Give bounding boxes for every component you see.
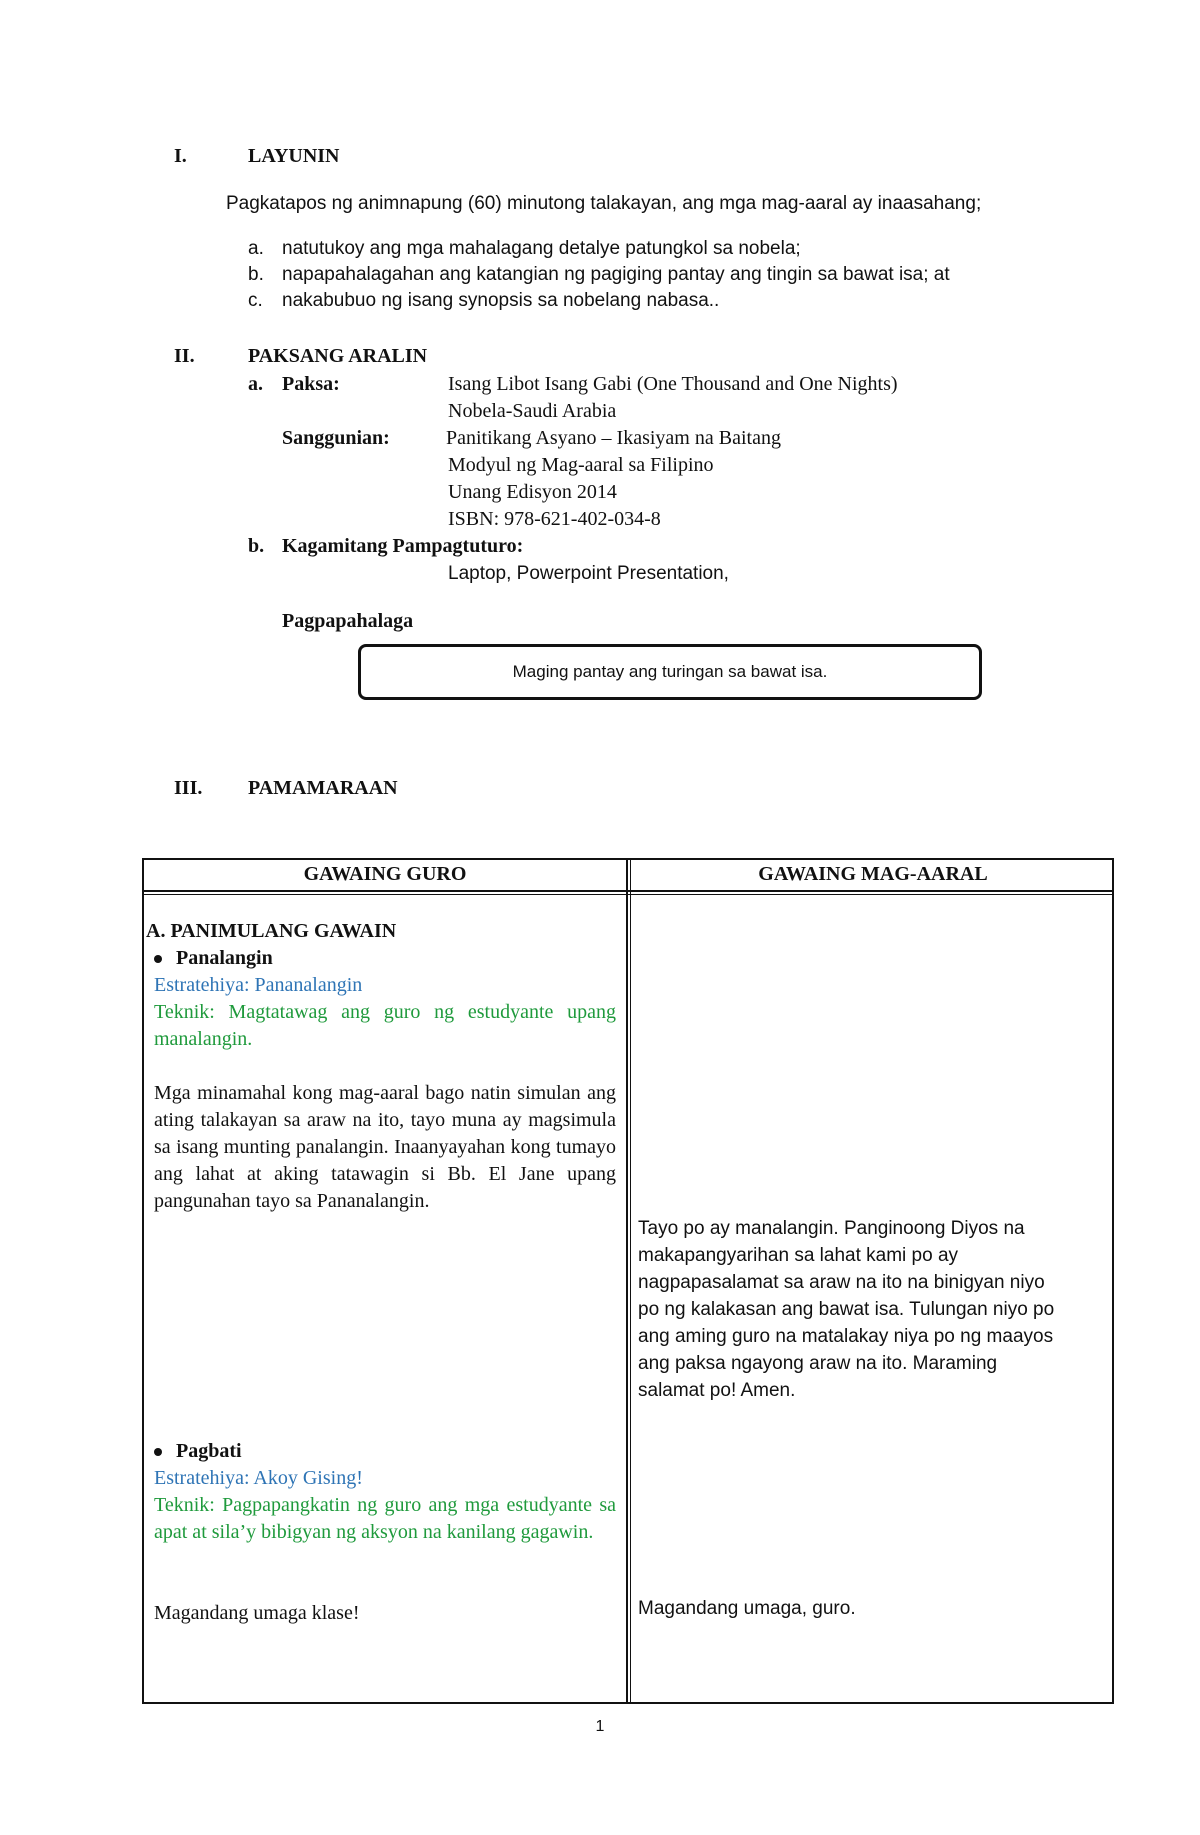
objective-intro: Pagkatapos ng animnapung (60) minutong talakayan, ang mga mag-aaral ay inaasahang; <box>226 193 982 214</box>
header-divider <box>144 890 1112 892</box>
paksa-line-2: Nobela-Saudi Arabia <box>448 400 617 422</box>
bullet-pagbati-label: Pagbati <box>176 1440 242 1462</box>
objective-item-b: napapahalagahan ang katangian ng pagiging pantay ang tingin sa bawat isa; at <box>282 264 950 285</box>
column-divider-double <box>630 860 631 1702</box>
section-3-numeral: III. <box>174 777 203 799</box>
column-divider <box>626 860 628 1702</box>
pagpapahalaga-label: Pagpapahalaga <box>282 610 414 632</box>
kagamitan-label: Kagamitang Pampagtuturo: <box>282 535 524 557</box>
bullet-pagbati <box>154 1438 242 1465</box>
bullet-dot-icon <box>154 1448 162 1456</box>
pagbati-estratehiya: Estratehiya: Akoy Gising! <box>154 1467 363 1489</box>
section-1-title: LAYUNIN <box>248 145 340 167</box>
section-3-title: PAMAMARAAN <box>248 777 398 799</box>
pagbati-speech: Magandang umaga klase! <box>154 1602 360 1624</box>
panalangin-teknik: Teknik: Magtatawag ang guro ng estudyante upang manalangin. <box>154 1001 616 1050</box>
panalangin-estratehiya: Estratehiya: Pananalangin <box>154 974 363 996</box>
pamamaraan-table <box>142 858 1114 1704</box>
panalangin-response: Tayo po ay manalangin. Panginoong Diyos na makapangyarihan sa lahat kami po ay nagpapasalamat sa araw na ito na binigyan niyo po ng kalakasan ang bawat isa. Tulungan niyo po ang aming guro na matalakay niya po ng maayos ang paksa ngayong araw na ito. Maraming salamat po! Amen. <box>638 1218 1055 1401</box>
sanggunian-line-4: ISBN: 978-621-402-034-8 <box>448 508 661 530</box>
objective-item-a: natutukoy ang mga mahalagang detalye patungkol sa nobela; <box>282 238 801 259</box>
pagpapahalaga-value: Maging pantay ang turingan sa bawat isa. <box>512 662 828 681</box>
bullet-panalangin <box>154 945 273 972</box>
pagbati-teknik: Teknik: Pagpapangkatin ng guro ang mga estudyante sa apat at sila’y bibigyan ng aksyon na kanilang gagawin. <box>154 1494 616 1543</box>
header-gawaing-mag-aaral: GAWAING MAG-AARAL <box>758 863 988 885</box>
sanggunian-line-2: Modyul ng Mag-aaral sa Filipino <box>448 454 714 476</box>
section-2-numeral: II. <box>174 345 195 367</box>
paksa-line-1: Isang Libot Isang Gabi (One Thousand and One Nights) <box>448 373 898 395</box>
pagbati-response: Magandang umaga, guro. <box>638 1598 856 1619</box>
page-number: 1 <box>595 1718 605 1735</box>
header-divider-double <box>144 894 1112 895</box>
kagamitan-letter: b. <box>248 535 265 557</box>
pagpapahalaga-box <box>358 644 982 700</box>
panimulang-gawain-heading: A. PANIMULANG GAWAIN <box>146 920 397 942</box>
paksa-label: Paksa: <box>282 373 340 395</box>
objective-item-c: nakabubuo ng isang synopsis sa nobelang nabasa.. <box>282 290 720 311</box>
sanggunian-line-1: Panitikang Asyano – Ikasiyam na Baitang <box>446 427 781 449</box>
objective-letter-c: c. <box>248 290 263 311</box>
sanggunian-label: Sanggunian: <box>282 427 390 449</box>
header-gawaing-guro: GAWAING GURO <box>303 863 467 885</box>
panalangin-speech: Mga minamahal kong mag-aaral bago natin simulan ang ating talakayan sa araw na ito, tayo muna ay magsimula sa isang munting panalangin. Inaanyayahan kong tumayo ang lahat at aking tatawagin si Bb. El Jane upang pangunahan tayo sa Pananalangin. <box>154 1082 616 1212</box>
sanggunian-line-3: Unang Edisyon 2014 <box>448 481 617 503</box>
bullet-dot-icon <box>154 955 162 963</box>
paksa-letter: a. <box>248 373 263 395</box>
section-1-numeral: I. <box>174 145 187 167</box>
objective-letter-a: a. <box>248 238 264 259</box>
objective-letter-b: b. <box>248 264 264 285</box>
bullet-panalangin-label: Panalangin <box>176 947 273 969</box>
section-2-title: PAKSANG ARALIN <box>248 345 428 367</box>
kagamitan-value: Laptop, Powerpoint Presentation, <box>448 563 729 584</box>
